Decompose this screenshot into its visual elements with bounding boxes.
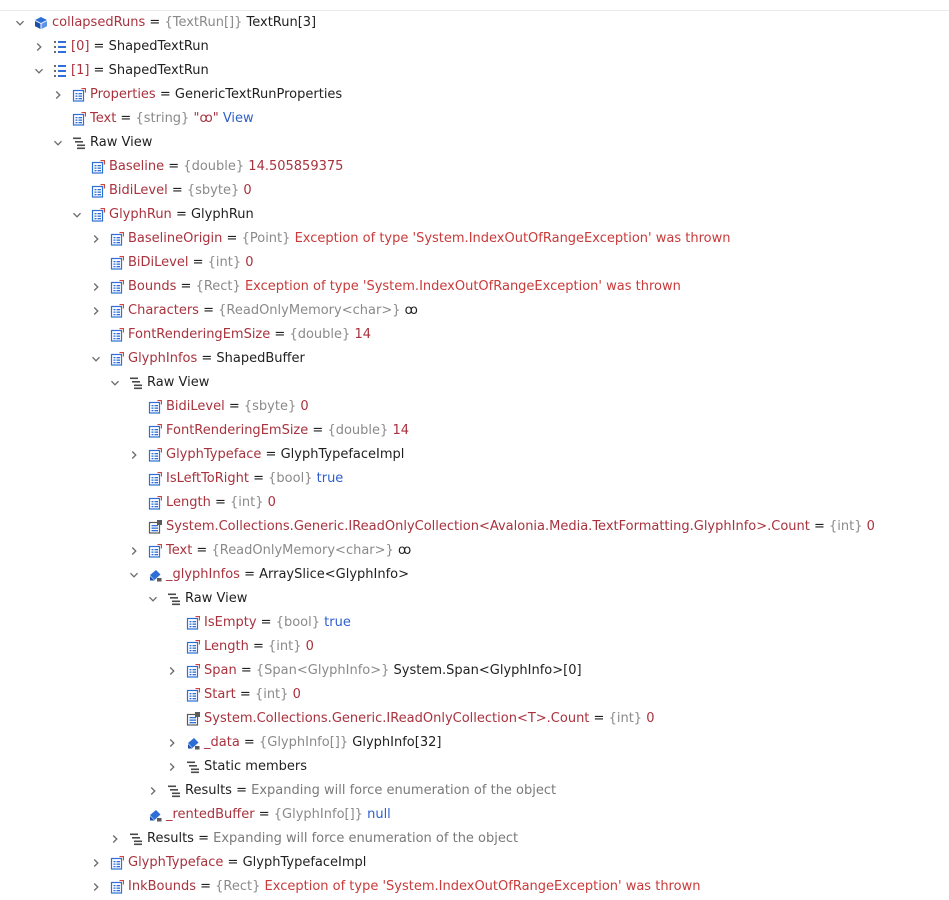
variable-name: System.Collections.Generic.IReadOnlyCollection<Avalonia.Media.TextFormatting.GlyphInfo>.Count [166, 519, 810, 534]
tree-row-system-collections-generic-ireadonlycollection-avalonia-media-textformatting-glyphinfo-count[interactable] [0, 515, 949, 539]
tree-row-baseline[interactable] [0, 155, 949, 179]
variable-type: {double} [183, 159, 245, 174]
equals-sign: = [248, 639, 269, 654]
equals-sign: = [308, 423, 328, 438]
row-text [128, 875, 700, 899]
property-icon [186, 616, 200, 630]
variable-type: {int} [207, 255, 242, 270]
expand-chevron-icon[interactable] [146, 779, 160, 803]
equals-sign: = [235, 687, 255, 702]
tree-row-glyphrun[interactable] [0, 203, 949, 227]
tree-row-results[interactable] [0, 779, 949, 803]
collapse-chevron-icon[interactable] [32, 59, 46, 83]
property-icon [110, 304, 124, 318]
variable-name: Results [147, 831, 194, 846]
variable-name: BiDiLevel [128, 255, 189, 270]
row-text [109, 155, 343, 179]
row-text [147, 827, 518, 851]
variable-type: {double} [289, 327, 351, 342]
variable-name: collapsedRuns [52, 15, 146, 30]
variable-value: "ꝏ" [193, 111, 219, 126]
variable-name: FontRenderingEmSize [166, 423, 309, 438]
variable-name: GlyphTypeface [166, 447, 262, 462]
row-text [204, 659, 582, 683]
expand-chevron-icon[interactable] [108, 827, 122, 851]
equals-sign: = [188, 255, 208, 270]
variable-value: GlyphTypefaceImpl [280, 447, 405, 462]
variable-value: ShapedBuffer [216, 351, 305, 366]
equals-sign: = [171, 207, 191, 222]
variable-value: TextRun[3] [246, 15, 317, 30]
row-text [128, 251, 254, 275]
variable-name: GlyphRun [109, 207, 172, 222]
variable-name: Raw View [90, 135, 153, 150]
tree-row-1[interactable] [0, 59, 949, 83]
variable-value: GlyphTypefaceImpl [242, 855, 367, 870]
row-text [52, 11, 316, 35]
row-text [166, 419, 409, 443]
variable-value: GlyphInfo[32] [352, 735, 442, 750]
variable-value: ꝏ [404, 303, 418, 318]
tree-row-results[interactable] [0, 827, 949, 851]
row-text [71, 59, 209, 83]
tree-row-glyphinfos[interactable] [0, 563, 949, 587]
variable-name: [1] [71, 63, 90, 78]
property-icon [110, 232, 124, 246]
variable-name: Bounds [128, 279, 177, 294]
tree-row-raw-view[interactable] [0, 131, 949, 155]
equals-sign: = [192, 543, 212, 558]
equals-sign: = [89, 39, 109, 54]
variable-type: {int} [268, 639, 302, 654]
field-icon [148, 808, 162, 822]
equals-sign: = [248, 471, 269, 486]
equals-sign: = [195, 879, 216, 894]
variable-value: 0 [866, 519, 875, 534]
variable-value: Exception of type 'System.IndexOutOfRangeException' was thrown [294, 231, 731, 246]
equals-sign: = [254, 807, 274, 822]
row-text [128, 851, 366, 875]
tree-row-rentedbuffer[interactable] [0, 803, 949, 827]
equals-sign: = [809, 519, 830, 534]
row-text [204, 755, 307, 779]
variable-name: _glyphInfos [166, 567, 240, 582]
variable-value: true [324, 615, 351, 630]
equals-sign: = [193, 831, 214, 846]
row-text [166, 491, 276, 515]
property-icon [91, 184, 105, 198]
property-icon [186, 640, 200, 654]
tree-row-length[interactable] [0, 635, 949, 659]
equals-sign: = [223, 855, 243, 870]
variable-value: ArraySlice<GlyphInfo> [259, 567, 410, 582]
variable-type: {GlyphInfo[]} [258, 735, 349, 750]
variable-type: {string} [135, 111, 190, 126]
tree-row-characters[interactable] [0, 299, 949, 323]
variable-type: {sbyte} [186, 183, 240, 198]
object-icon [34, 16, 48, 30]
variable-value: GlyphRun [190, 207, 254, 222]
variable-value: GenericTextRunProperties [174, 87, 343, 102]
variable-value: 0 [245, 255, 254, 270]
variable-type: {Rect} [215, 879, 261, 894]
variable-name: _rentedBuffer [166, 807, 255, 822]
tree-row-glyphtypeface[interactable] [0, 851, 949, 875]
equals-sign: = [236, 663, 256, 678]
row-text [166, 443, 404, 467]
row-text [204, 731, 441, 755]
variable-value: 0 [305, 639, 314, 654]
tree-row-data[interactable] [0, 731, 949, 755]
equals-sign: = [239, 567, 260, 582]
row-text [166, 515, 875, 539]
equals-sign: = [164, 159, 184, 174]
property-icon [110, 856, 124, 870]
expand-chevron-icon[interactable] [51, 83, 65, 107]
variable-name: Properties [90, 87, 156, 102]
variable-name: IsLeftToRight [166, 471, 249, 486]
variable-type: {bool} [275, 615, 321, 630]
variable-name: _data [204, 735, 240, 750]
collapse-chevron-icon[interactable] [146, 587, 160, 611]
raw-view-icon [72, 136, 86, 150]
variable-value: Exception of type 'System.IndexOutOfRangeException' was thrown [264, 879, 701, 894]
array-item-icon [53, 40, 67, 54]
equals-sign: = [222, 231, 242, 246]
row-text [128, 299, 418, 323]
variable-name: Start [204, 687, 236, 702]
variable-type: {Span<GlyphInfo>} [255, 663, 390, 678]
equals-sign: = [155, 87, 175, 102]
tree-row-text[interactable] [0, 107, 949, 131]
variable-name: Characters [128, 303, 199, 318]
expand-chevron-icon[interactable] [127, 443, 141, 467]
view-link[interactable]: View [222, 111, 254, 126]
equals-sign: = [210, 495, 231, 510]
raw-view-icon [167, 784, 181, 798]
expand-chevron-icon[interactable] [89, 851, 103, 875]
field-icon [186, 736, 200, 750]
expand-chevron-icon[interactable] [165, 731, 179, 755]
property-icon [148, 544, 162, 558]
tree-row-raw-view[interactable] [0, 371, 949, 395]
row-text [204, 707, 655, 731]
array-item-icon [53, 64, 67, 78]
variable-value: true [316, 471, 344, 486]
collapse-chevron-icon[interactable] [13, 11, 27, 35]
variable-name: BidiLevel [109, 183, 168, 198]
row-text [185, 587, 247, 611]
expand-chevron-icon[interactable] [89, 227, 103, 251]
equals-sign: = [116, 111, 136, 126]
variable-name: IsEmpty [204, 615, 257, 630]
variable-name: Baseline [109, 159, 165, 174]
variable-name: Raw View [185, 591, 248, 606]
row-text [109, 179, 252, 203]
raw-view-icon [186, 760, 200, 774]
variable-name: BaselineOrigin [128, 231, 223, 246]
property-icon [91, 160, 105, 174]
collapse-chevron-icon[interactable] [127, 563, 141, 587]
variable-name: Length [166, 495, 211, 510]
variable-type: {Rect} [195, 279, 241, 294]
row-text [90, 131, 152, 155]
raw-view-icon [129, 376, 143, 390]
variable-value: 14 [354, 327, 371, 342]
expand-chevron-icon[interactable] [89, 875, 103, 899]
raw-view-icon [129, 832, 143, 846]
collapse-chevron-icon[interactable] [89, 347, 103, 371]
equals-sign: = [231, 783, 252, 798]
property-icon [110, 880, 124, 894]
tree-row-isempty[interactable] [0, 611, 949, 635]
property-icon [186, 664, 200, 678]
variable-type: {bool} [268, 471, 313, 486]
row-text [204, 611, 351, 635]
variable-value: ShapedTextRun [108, 39, 209, 54]
row-text [166, 467, 343, 491]
expand-chevron-icon[interactable] [89, 275, 103, 299]
tree-row-0[interactable] [0, 35, 949, 59]
variable-value: 14 [392, 423, 409, 438]
tree-row-raw-view[interactable] [0, 587, 949, 611]
collapse-chevron-icon[interactable] [70, 203, 84, 227]
collapse-chevron-icon[interactable] [51, 131, 65, 155]
row-text [128, 227, 730, 251]
equals-sign: = [270, 327, 290, 342]
property-icon [148, 424, 162, 438]
variable-value: 0 [243, 183, 252, 198]
tree-row-bounds[interactable] [0, 275, 949, 299]
equals-sign: = [145, 15, 165, 30]
variable-value: ꝏ [397, 543, 412, 558]
property-icon [148, 400, 162, 414]
collapse-chevron-icon[interactable] [108, 371, 122, 395]
variable-name: [0] [71, 39, 90, 54]
variable-value: Expanding will force enumeration of the object [251, 783, 557, 798]
property-icon [148, 472, 162, 486]
variable-name: GlyphInfos [128, 351, 198, 366]
tree-row-bidilevel[interactable] [0, 251, 949, 275]
equals-sign: = [256, 615, 276, 630]
tree-row-properties[interactable] [0, 83, 949, 107]
row-text [128, 347, 305, 371]
row-text [147, 371, 209, 395]
property-icon [186, 688, 200, 702]
variable-type: {sbyte} [243, 399, 297, 414]
expand-chevron-icon[interactable] [127, 539, 141, 563]
expand-chevron-icon[interactable] [165, 659, 179, 683]
variable-value: 0 [646, 711, 655, 726]
tree-row-start[interactable] [0, 683, 949, 707]
property-icon [91, 208, 105, 222]
variable-name: Raw View [147, 375, 210, 390]
variable-type: {int} [254, 687, 289, 702]
tree-row-fontrenderingemsize[interactable] [0, 419, 949, 443]
row-text [185, 779, 556, 803]
row-text [166, 563, 409, 587]
variable-name: System.Collections.Generic.IReadOnlyCollection<T>.Count [204, 711, 590, 726]
variable-name: InkBounds [128, 879, 196, 894]
row-text [90, 83, 342, 107]
variable-name: BidiLevel [166, 399, 225, 414]
tree-row-system-collections-generic-ireadonlycollection-t-count[interactable] [0, 707, 949, 731]
variable-type: {int} [829, 519, 863, 534]
expand-chevron-icon[interactable] [89, 299, 103, 323]
property-icon [110, 280, 124, 294]
variable-value: Expanding will force enumeration of the object [213, 831, 519, 846]
tree-row-bidilevel[interactable] [0, 395, 949, 419]
tree-row-text[interactable] [0, 539, 949, 563]
property-icon [148, 496, 162, 510]
expand-chevron-icon[interactable] [165, 755, 179, 779]
debugger-variables-tree [0, 11, 949, 899]
equals-sign: = [197, 351, 217, 366]
equals-sign: = [89, 63, 109, 78]
expand-chevron-icon[interactable] [32, 35, 46, 59]
tree-row-bidilevel[interactable] [0, 179, 949, 203]
variable-value: ShapedTextRun [108, 63, 209, 78]
variable-value: Exception of type 'System.IndexOutOfRangeException' was thrown [244, 279, 681, 294]
variable-name: Static members [204, 759, 307, 774]
equals-sign: = [198, 303, 219, 318]
variable-type: {TextRun[]} [164, 15, 243, 30]
equals-sign: = [589, 711, 609, 726]
variable-type: {int} [230, 495, 264, 510]
tree-row-collapsedruns[interactable] [0, 11, 949, 35]
raw-view-icon [167, 592, 181, 606]
variable-type: {double} [327, 423, 389, 438]
tree-row-glyphinfos[interactable] [0, 347, 949, 371]
variable-value: System.Span<GlyphInfo>[0] [393, 663, 582, 678]
property-icon [72, 88, 86, 102]
variable-name: Text [90, 111, 117, 126]
row-text [166, 539, 411, 563]
tree-row-glyphtypeface[interactable] [0, 443, 949, 467]
row-text [204, 683, 301, 707]
property-icon [110, 328, 124, 342]
property-icon [148, 448, 162, 462]
equals-sign: = [167, 183, 187, 198]
row-text [128, 323, 371, 347]
row-text [166, 395, 309, 419]
tree-row-baselineorigin[interactable] [0, 227, 949, 251]
variable-name: Span [204, 663, 237, 678]
row-text [128, 275, 681, 299]
variable-name: GlyphTypeface [128, 855, 224, 870]
variable-name: Length [204, 639, 249, 654]
row-text [90, 107, 254, 131]
property-icon [110, 352, 124, 366]
tree-row-fontrenderingemsize[interactable] [0, 323, 949, 347]
tree-row-islefttoright[interactable] [0, 467, 949, 491]
variable-value: 0 [267, 495, 276, 510]
equals-sign: = [239, 735, 259, 750]
variable-value: 0 [300, 399, 309, 414]
property-icon [110, 256, 124, 270]
row-text [71, 35, 209, 59]
variable-type: {ReadOnlyMemory<char>} [211, 543, 394, 558]
interface-prop-icon [186, 712, 200, 726]
tree-row-static-members[interactable] [0, 755, 949, 779]
variable-name: FontRenderingEmSize [128, 327, 271, 342]
variable-type: {Point} [241, 231, 291, 246]
variable-name: Text [166, 543, 193, 558]
equals-sign: = [224, 399, 244, 414]
interface-prop-icon [148, 520, 162, 534]
variable-type: {GlyphInfo[]} [273, 807, 363, 822]
equals-sign: = [176, 279, 196, 294]
variable-name: Results [185, 783, 232, 798]
field-icon [148, 568, 162, 582]
variable-value: null [367, 807, 391, 822]
variable-type: {int} [608, 711, 643, 726]
tree-row-inkbounds[interactable] [0, 875, 949, 899]
variable-value: 0 [292, 687, 301, 702]
row-text [109, 203, 254, 227]
tree-row-span[interactable] [0, 659, 949, 683]
property-icon [72, 112, 86, 126]
equals-sign: = [261, 447, 281, 462]
row-text [204, 635, 314, 659]
tree-row-length[interactable] [0, 491, 949, 515]
variable-type: {ReadOnlyMemory<char>} [218, 303, 401, 318]
row-text [166, 803, 391, 827]
variable-value: 14.505859375 [248, 159, 344, 174]
